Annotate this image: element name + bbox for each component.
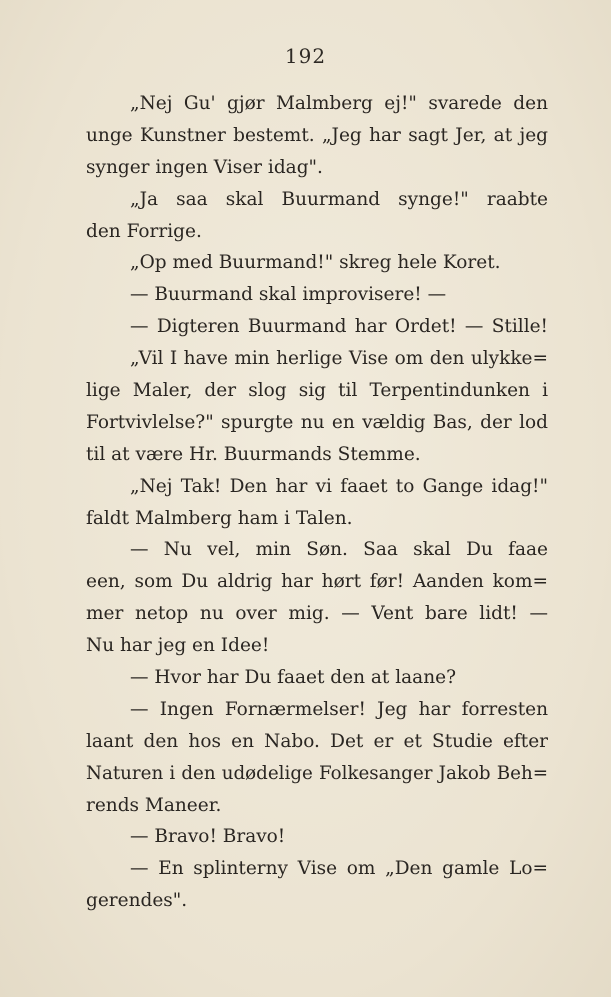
text-line: rends Maneer. <box>86 794 222 816</box>
text-line: — Ingen Fornærmelser! Jeg har forresten <box>130 698 548 720</box>
text-line: een, som Du aldrig har hørt før! Aanden kom= <box>86 571 548 593</box>
text-line: faldt Malmberg ham i Talen. <box>86 507 353 529</box>
text-line: „Nej Gu' gjør Malmberg ej!" svarede den <box>130 93 548 114</box>
body-text <box>86 88 548 917</box>
text-line: — Nu vel, min Søn. Saa skal Du faae <box>130 539 548 561</box>
text-line: den Forrige. <box>86 220 202 242</box>
text-line: gerendes". <box>86 890 188 912</box>
text-line: — Buurmand skal improvisere! — <box>130 284 447 306</box>
text-line: Naturen i den udødelige Folkesanger Jakob Beh= <box>86 762 548 784</box>
text-line: — En splinterny Vise om „Den gamle Lo= <box>130 858 548 880</box>
text-line: synger ingen Viser idag". <box>86 156 323 178</box>
text-line: „Op med Buurmand!" skreg hele Koret. <box>130 252 501 274</box>
text-line: „Nej Tak! Den har vi faaet to Gange idag!" <box>130 475 548 497</box>
text-line: til at være Hr. Buurmands Stemme. <box>86 443 421 465</box>
text-line: „Ja saa skal Buurmand synge!" raabte <box>130 188 548 210</box>
text-line: — Digteren Buurmand har Ordet! — Stille! <box>130 316 548 338</box>
text-line: „Vil I have min herlige Vise om den ulykke= <box>130 348 548 370</box>
text-line: unge Kunstner bestemt. „Jeg har sagt Jer, at jeg <box>86 124 548 146</box>
text-line: Fortvivlelse?" spurgte nu en vældig Bas, der lod <box>86 411 548 433</box>
text-line: lige Maler, der slog sig til Terpentindunken i <box>86 380 548 402</box>
text-line: laant den hos en Nabo. Det er et Studie efter <box>86 730 548 752</box>
page-number: 192 <box>284 44 327 68</box>
text-line: Nu har jeg en Idee! <box>86 635 270 657</box>
text-line: mer netop nu over mig. — Vent bare lidt! — <box>86 603 548 625</box>
text-line: — Bravo! Bravo! <box>130 826 286 848</box>
text-line: — Hvor har Du faaet den at laane? <box>130 667 456 689</box>
